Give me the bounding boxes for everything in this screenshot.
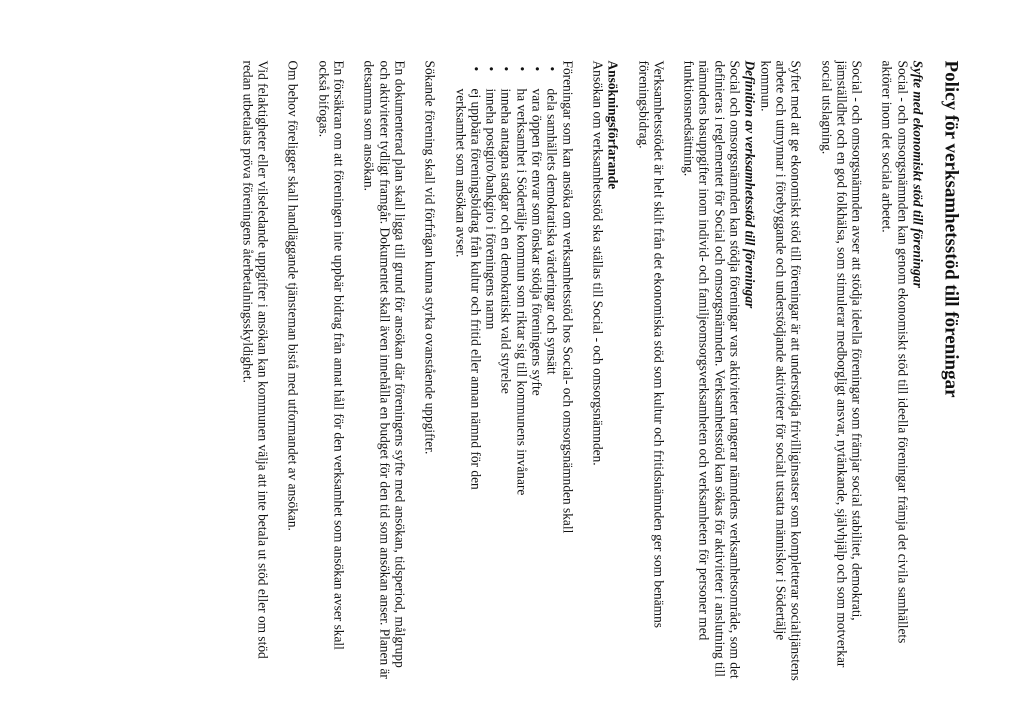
list-item-text: ej uppbära föreningsbidrag från kultur och fritid eller annan nämnd för den verksamhet som ansökan avser. bbox=[453, 88, 484, 490]
list-item-text: inneha postgiro/bankgiro i föreningens namn bbox=[483, 88, 499, 330]
list-item bbox=[529, 61, 544, 684]
definition-heading: Definition av verksamhetsstöd till föreningar bbox=[742, 60, 758, 309]
ansokning-heading: Ansökningsförfarande bbox=[605, 60, 621, 190]
ansokning-paragraph-7: Vid felaktigheter eller vilseledande uppgifter i ansökan kan kommunen välja att inte betala ut stöd eller om stöd redan utbetalats pröva föreningens återbetalningsskyldighet. bbox=[240, 60, 271, 659]
list-item-text: inneha antagna stadgar och en demokratiskt vald styrelse bbox=[498, 88, 514, 394]
bullet-icon: • bbox=[529, 66, 545, 72]
ansokning-paragraph-5: En försäkran om att föreningen inte uppbär bidrag från annat håll för den verksamhet som ansökan avser skall också bifogas. bbox=[316, 60, 347, 650]
ansokning-paragraph-1: Ansökan om verksamhetsstöd ska ställas till Social - och omsorgsnämnden. bbox=[590, 60, 606, 466]
syfte-heading: Syfte med ekonomiskt stöd till föreningar bbox=[910, 60, 926, 288]
list-item bbox=[514, 61, 529, 684]
list-item bbox=[483, 61, 498, 684]
ansokning-paragraph-4: En dokumenterad plan skall ligga till grund för ansökan där föreningens syfte med ansökan, tidsperiod, målgrupp och aktiviteter tydligt framgår. Dokumentet skall även innehålla en budget för den tid som ansökan anser. Planen är detsamma som ansökan. bbox=[361, 60, 408, 679]
syfte-paragraph-3: Syftet med att ge ekonomiskt stöd till föreningar är att understödja frivilliginsatser som kompletterar socialtjänstens arbete och utmynnar i förebyggande och understödjande aktiviteter för socialt utsatta människor i Södertälje kommun. bbox=[758, 60, 804, 681]
bullet-icon: • bbox=[514, 66, 530, 72]
list-item-text: ha verksamhet i Södertälje kommun som riktar sig till kommunens invånare bbox=[514, 88, 530, 496]
bullet-icon: • bbox=[498, 66, 514, 72]
section-ansokning bbox=[590, 61, 621, 684]
bullet-icon: • bbox=[544, 66, 560, 72]
list-item bbox=[545, 61, 560, 684]
eligibility-block bbox=[453, 61, 575, 684]
list-item bbox=[453, 61, 484, 684]
ansokning-paragraph-3: Sökande förening skall vid förfrågan kunna styrka ovanstående uppgifter. bbox=[422, 60, 438, 455]
syfte-paragraph-2: Social - och omsorgsnämnden avser att stödja ideella föreningar som främjar social stabilitet, demokrati, jämställdhet och en god folkhälsa, som stimulerar medborgligt ansvar, nytänkande, självhjälp och som motverkar social utslagning. bbox=[819, 60, 865, 668]
definition-paragraph-2: Verksamhetsstödet är helt skilt från det ekonomiska stöd som kultur och fritidsnämnden ger som benämns föreningsbidrag. bbox=[636, 60, 667, 629]
list-item bbox=[499, 61, 514, 684]
ansokning-paragraph-6: Om behov föreligger skall handläggande tjänsteman bistå med utformandet av ansökan. bbox=[286, 60, 301, 531]
bullet-icon: • bbox=[483, 66, 499, 72]
ansokning-paragraph-2: Föreningar som kan ansöka om verksamhetsstöd hos Social- och omsorgsnämnden skall bbox=[560, 60, 576, 534]
bullet-icon: • bbox=[468, 66, 484, 72]
document-page bbox=[0, 1, 1024, 723]
document-title: Policy för verksamhetsstöd till föreningar bbox=[940, 60, 962, 398]
list-item-text: vara öppen för envar som önskar stödja föreningens syfte bbox=[529, 88, 545, 396]
section-syfte bbox=[880, 61, 926, 684]
definition-paragraph-1: Social och omsorgsnämnden kan stödja föreningar vars aktiviteter tangerar nämndens verksamhetsområde, som det definieras i reglementet för Social och omsorgsnämnden. Verksamhetsstöd kan sökas för aktiviteter i anslutning till nämndens basuppgifter inom individ- och familjeomsorgsverksamheten och verksamheten för personer med funktionsnedsättning. bbox=[681, 60, 743, 679]
list-item-text: dela samhällets demokratiska värderingar och synsätt bbox=[544, 88, 560, 375]
eligibility-list bbox=[453, 61, 560, 684]
syfte-paragraph-1: Social - och omsorgsnämnden kan genom ekonomiskt stöd till ideella föreningar främja det civila samhällets aktörer inom det sociala arbetet. bbox=[879, 60, 911, 644]
section-definition bbox=[681, 61, 803, 684]
